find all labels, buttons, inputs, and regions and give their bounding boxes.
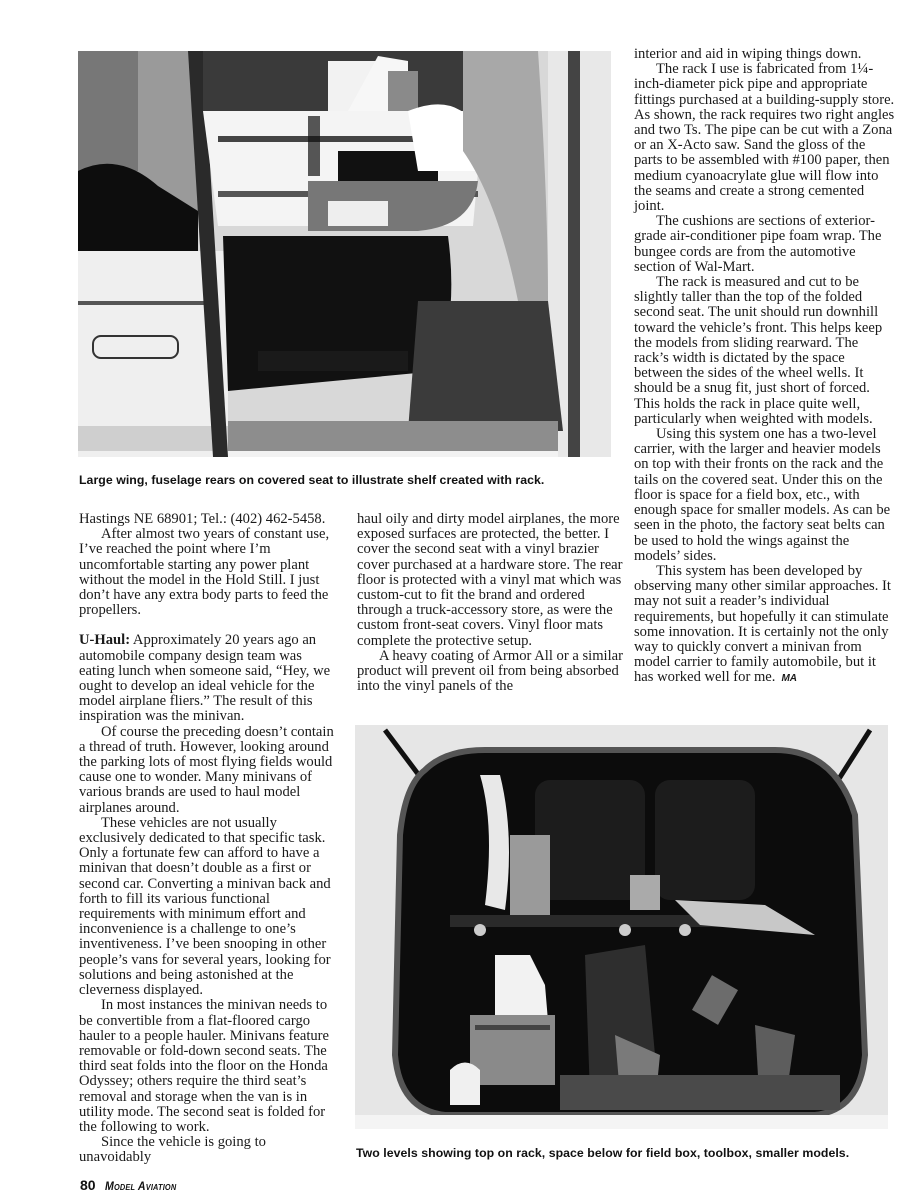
photo-side-door-wing-on-seat bbox=[78, 51, 611, 457]
paragraph: The rack I use is fabricated from 1¼-inch-diameter pick pipe and appropriate fittings purchased at a building-supply store. As shown, the rack requires two right angles and two Ts. The pipe can be cut with a Zona or an X-Acto saw. Sand the gloss of the parts to be assembled with #100 paper, then medium cyanoacrylate glue will flow into the seams and create a strong cemented joint. bbox=[634, 61, 895, 215]
paragraph: In most instances the minivan needs to be convertible from a flat-floored cargo hauler to a people hauler. Minivans feature removable or fold-down second seats. The third seat folds into the floor on the Honda Odyssey; others require the third seat’s removal and storage when the van is in utility mode. The second seat is folded for the following to work. bbox=[79, 997, 330, 1135]
photo-illustration bbox=[355, 725, 888, 1129]
article-column-1 bbox=[79, 512, 341, 1166]
photo-caption: Large wing, fuselage rears on covered seat to illustrate shelf created with rack. bbox=[79, 473, 545, 487]
paragraph: After almost two years of constant use, I’ve reached the point where I’m uncomfortable starting any power plant without the model in the Hold Still. I just don’t have any extra body parts to feed the propellers. bbox=[79, 526, 330, 619]
page-footer bbox=[80, 1177, 182, 1193]
paragraph: Of course the preceding doesn’t contain a thread of truth. However, looking around the parking lots of most flying fields would cause one to wonder. Many minivans of various brands are used to haul model airplanes around. bbox=[79, 723, 334, 816]
paragraph: These vehicles are not usually exclusively dedicated to that specific task. Only a fortunate few can afford to have a minivan that doesn’t double as a first or second car. Converting a minivan back and forth to fill its various functional requirements with minimum effort and inconvenience is a challenge to one’s inventiveness. I’ve been snooping in other people’s vans for several years, looking for solutions and being astonished at the cleverness displayed. bbox=[79, 814, 331, 999]
page-number: 80 bbox=[80, 1177, 96, 1193]
paragraph: A heavy coating of Armor All or a similar product will prevent oil from being absorbed into the vinyl panels of the bbox=[357, 647, 623, 695]
paragraph: The cushions are sections of exterior-grade air-conditioner pipe foam wrap. The bungee cords are from the automotive section of Wal-Mart. bbox=[634, 213, 882, 275]
section-heading-uhaul: U-Haul: bbox=[79, 632, 131, 649]
article-column-2 bbox=[357, 512, 627, 694]
paragraph-text: This system has been developed by observing many other similar approaches. It may not suit a reader’s individual requirements, but hopefully it can stimulate some innovation. It is certainly not the only way to quickly convert a minivan from model carrier to family automobile, but it has worked well for me. bbox=[634, 562, 891, 686]
paragraph: interior and aid in wiping things down. bbox=[634, 46, 862, 62]
magazine-name: Model Aviation bbox=[104, 1181, 176, 1193]
paragraph: haul oily and dirty model airplanes, the more exposed surfaces are protected, the better. I cover the second seat with a vinyl brazier cover purchased at a hardware store. The rear floor is protected with a vinyl mat which was custom-cut to fit the brand and ordered through a truck-accessory store, as were the custom front-seat covers. Vinyl floor mats complete the protective setup. bbox=[357, 511, 623, 649]
paragraph: Since the vehicle is going to unavoidably bbox=[79, 1134, 266, 1166]
photo-illustration bbox=[78, 51, 611, 457]
section-paragraph-uhaul bbox=[79, 633, 341, 724]
paragraph: Hastings NE 68901; Tel.: (402) 462-5458. bbox=[79, 511, 326, 527]
article-column-3 bbox=[634, 47, 896, 687]
end-mark-logo: MA bbox=[781, 673, 797, 685]
paragraph-final bbox=[634, 564, 896, 687]
paragraph-text: Approximately 20 years ago an automobile company design team was eating lunch when someone said, “Hey, we ought to develop an ideal vehicle for the model airplane fliers.” The result of this inspiration was the minivan. bbox=[79, 632, 331, 725]
photo-caption: Two levels showing top on rack, space below for field box, toolbox, smaller models. bbox=[356, 1146, 850, 1160]
photo-rear-hatch-two-levels bbox=[355, 725, 888, 1129]
paragraph: The rack is measured and cut to be slightly taller than the top of the folded second seat. The unit should run downhill toward the vehicle’s front. This helps keep the models from sliding rearward. The rack’s width is dictated by the space between the sides of the wheel wells. It should be a snug fit, just short of forced. This holds the rack in place quite well, particularly when weighted with models. bbox=[634, 274, 883, 427]
paragraph: Using this system one has a two-level carrier, with the larger and heavier models on top with their fronts on the rack and the tails on the covered seat. Under this on the floor is space for a field box, etc., with enough space for smaller models. As can be seen in the photo, the factory seat belts can be used to hold the wings against the models’ sides. bbox=[634, 426, 891, 564]
